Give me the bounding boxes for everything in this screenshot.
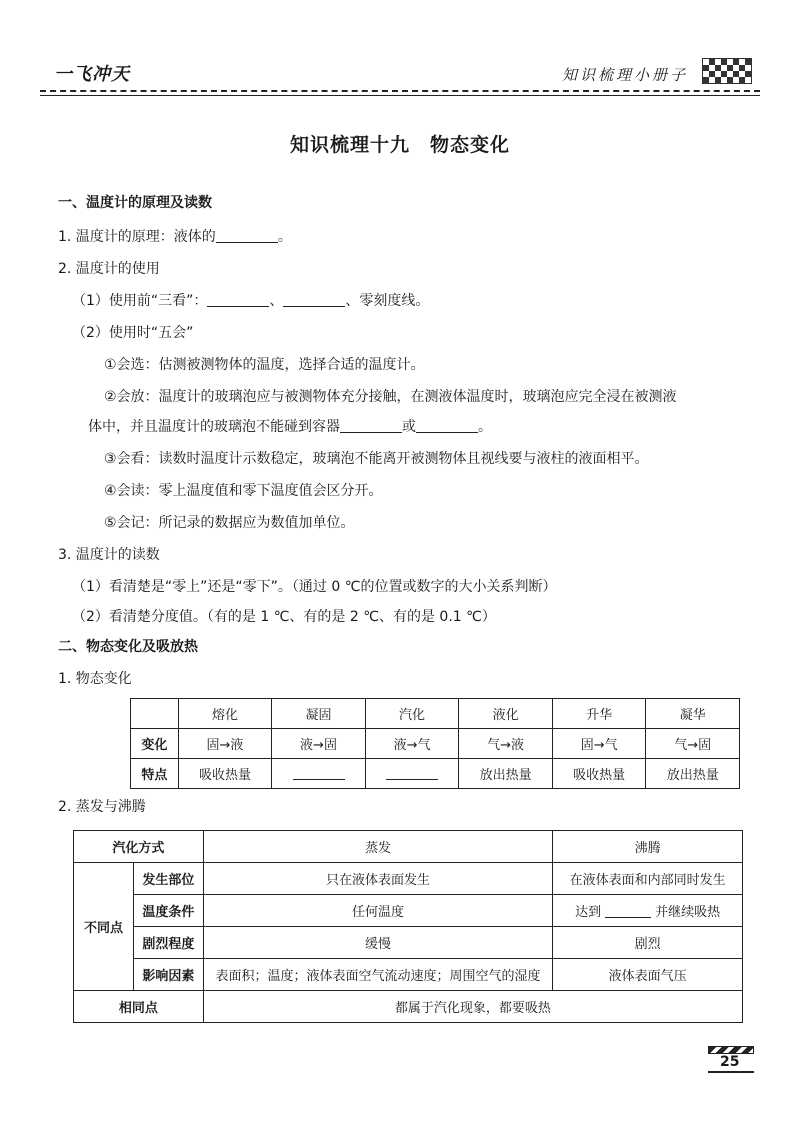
- item-text: 1. 温度计的原理：液体的: [58, 229, 216, 245]
- table-row: [74, 831, 743, 863]
- table-cell: 液→气: [365, 729, 459, 759]
- stripe-icon: [708, 1046, 754, 1054]
- item-text: 。: [478, 419, 492, 435]
- item-text: 。: [277, 229, 292, 245]
- page-number: 25: [720, 1054, 740, 1070]
- item-text: 、零刻度线。: [345, 293, 430, 309]
- item-thermometer-principle: [58, 227, 292, 247]
- checker-flag-icon: [702, 58, 752, 84]
- item-during-use: （2）使用时“五会”: [72, 325, 194, 341]
- table-cell: [272, 759, 366, 789]
- item-text: 达到: [575, 905, 602, 920]
- table-header-cell: 凝固: [272, 699, 366, 729]
- item-before-use: [72, 291, 429, 311]
- table-row: [74, 863, 743, 895]
- item-thermometer-reading: 3. 温度计的读数: [58, 547, 160, 563]
- table-row: [74, 927, 743, 959]
- answer-blank: [416, 419, 478, 433]
- table-cell: 固→液: [178, 729, 272, 759]
- table-cell: 都属于汽化现象，都要吸热: [203, 991, 742, 1023]
- table-cell: 气→固: [646, 729, 740, 759]
- table-header-cell: 凝华: [646, 699, 740, 729]
- rule-read: ④会读：零上温度值和零下温度值会区分开。: [104, 483, 383, 499]
- row-label: 剧烈程度: [133, 927, 203, 959]
- item-evaporation-boiling: 2. 蒸发与沸腾: [58, 799, 146, 815]
- evaporation-boiling-table: [73, 830, 743, 1023]
- item-text: 体中，并且温度计的玻璃泡不能碰到容器: [88, 419, 340, 435]
- series-title: 知识梳理小册子: [561, 66, 688, 84]
- rule-look: ③会看：读数时温度计示数稳定，玻璃泡不能离开被测物体且视线要与液柱的液面相平。: [104, 451, 649, 467]
- answer-blank: [207, 293, 269, 307]
- table-cell: 表面积；温度；液体表面空气流动速度；周围空气的湿度: [203, 959, 552, 991]
- item-text: 并继续吸热: [655, 905, 721, 920]
- item-text: 、: [269, 293, 284, 309]
- answer-blank: [386, 766, 438, 780]
- table-cell: 在液体表面和内部同时发生: [553, 863, 743, 895]
- row-label: 发生部位: [133, 863, 203, 895]
- section-2-heading: 二、物态变化及吸放热: [58, 639, 198, 655]
- table-header-cell: 熔化: [178, 699, 272, 729]
- table-cell: 放出热量: [459, 759, 553, 789]
- row-label: 温度条件: [133, 895, 203, 927]
- table-header-cell: 升华: [552, 699, 646, 729]
- table-cell: 任何温度: [203, 895, 552, 927]
- table-row: [74, 895, 743, 927]
- state-change-table: [130, 698, 740, 789]
- answer-blank: [340, 419, 402, 433]
- row-label: 特点: [131, 759, 179, 789]
- table-cell: [131, 699, 179, 729]
- table-cell: 只在液体表面发生: [203, 863, 552, 895]
- section-1-heading: 一、温度计的原理及读数: [58, 195, 212, 211]
- answer-blank: [293, 766, 345, 780]
- table-cell: 固→气: [552, 729, 646, 759]
- page-title: 知识梳理十九 物态变化: [289, 134, 510, 156]
- table-cell: 液→固: [272, 729, 366, 759]
- item-text: 或: [402, 419, 416, 435]
- answer-blank: [605, 904, 651, 918]
- table-row: [74, 959, 743, 991]
- row-group-label: 不同点: [74, 863, 134, 991]
- brand-logo-text: 一飞冲天: [54, 64, 130, 85]
- answer-blank: [216, 229, 278, 243]
- table-header-cell: 沸腾: [553, 831, 743, 863]
- item-state-changes: 1. 物态变化: [58, 671, 132, 687]
- reading-above-below: （1）看清楚是“零上”还是“零下”。（通过 0 ℃的位置或数字的大小关系判断）: [72, 579, 557, 595]
- badge-base: [708, 1071, 754, 1073]
- table-row: [131, 699, 740, 729]
- table-cell: [553, 895, 743, 927]
- rule-select: ①会选：估测被测物体的温度，选择合适的温度计。: [104, 357, 425, 373]
- answer-blank: [283, 293, 345, 307]
- row-label: 相同点: [74, 991, 204, 1023]
- table-cell: [365, 759, 459, 789]
- table-row: [74, 991, 743, 1023]
- table-cell: 气→液: [459, 729, 553, 759]
- rule-place: ②会放：温度计的玻璃泡应与被测物体充分接触，在测液体温度时，玻璃泡应完全浸在被测液: [104, 389, 677, 405]
- table-header-cell: 液化: [459, 699, 553, 729]
- table-cell: 缓慢: [203, 927, 552, 959]
- table-header-cell: 蒸发: [203, 831, 552, 863]
- table-cell: 剧烈: [553, 927, 743, 959]
- table-cell: 放出热量: [646, 759, 740, 789]
- table-header-cell: 汽化方式: [74, 831, 204, 863]
- header-divider: [40, 90, 760, 96]
- row-label: 变化: [131, 729, 179, 759]
- table-cell: 吸收热量: [178, 759, 272, 789]
- table-row: [131, 729, 740, 759]
- rule-record: ⑤会记：所记录的数据应为数值加单位。: [104, 515, 355, 531]
- page-header: [40, 52, 760, 92]
- table-cell: 吸收热量: [552, 759, 646, 789]
- reading-division: （2）看清楚分度值。（有的是 1 ℃、有的是 2 ℃、有的是 0.1 ℃）: [72, 609, 496, 625]
- page-number-badge: [708, 1046, 754, 1074]
- item-text: （1）使用前“三看”：: [72, 293, 208, 309]
- table-header-cell: 汽化: [365, 699, 459, 729]
- row-label: 影响因素: [133, 959, 203, 991]
- item-thermometer-usage: 2. 温度计的使用: [58, 261, 160, 277]
- table-cell: 液体表面气压: [553, 959, 743, 991]
- rule-place-cont: [88, 417, 492, 437]
- table-row: [131, 759, 740, 789]
